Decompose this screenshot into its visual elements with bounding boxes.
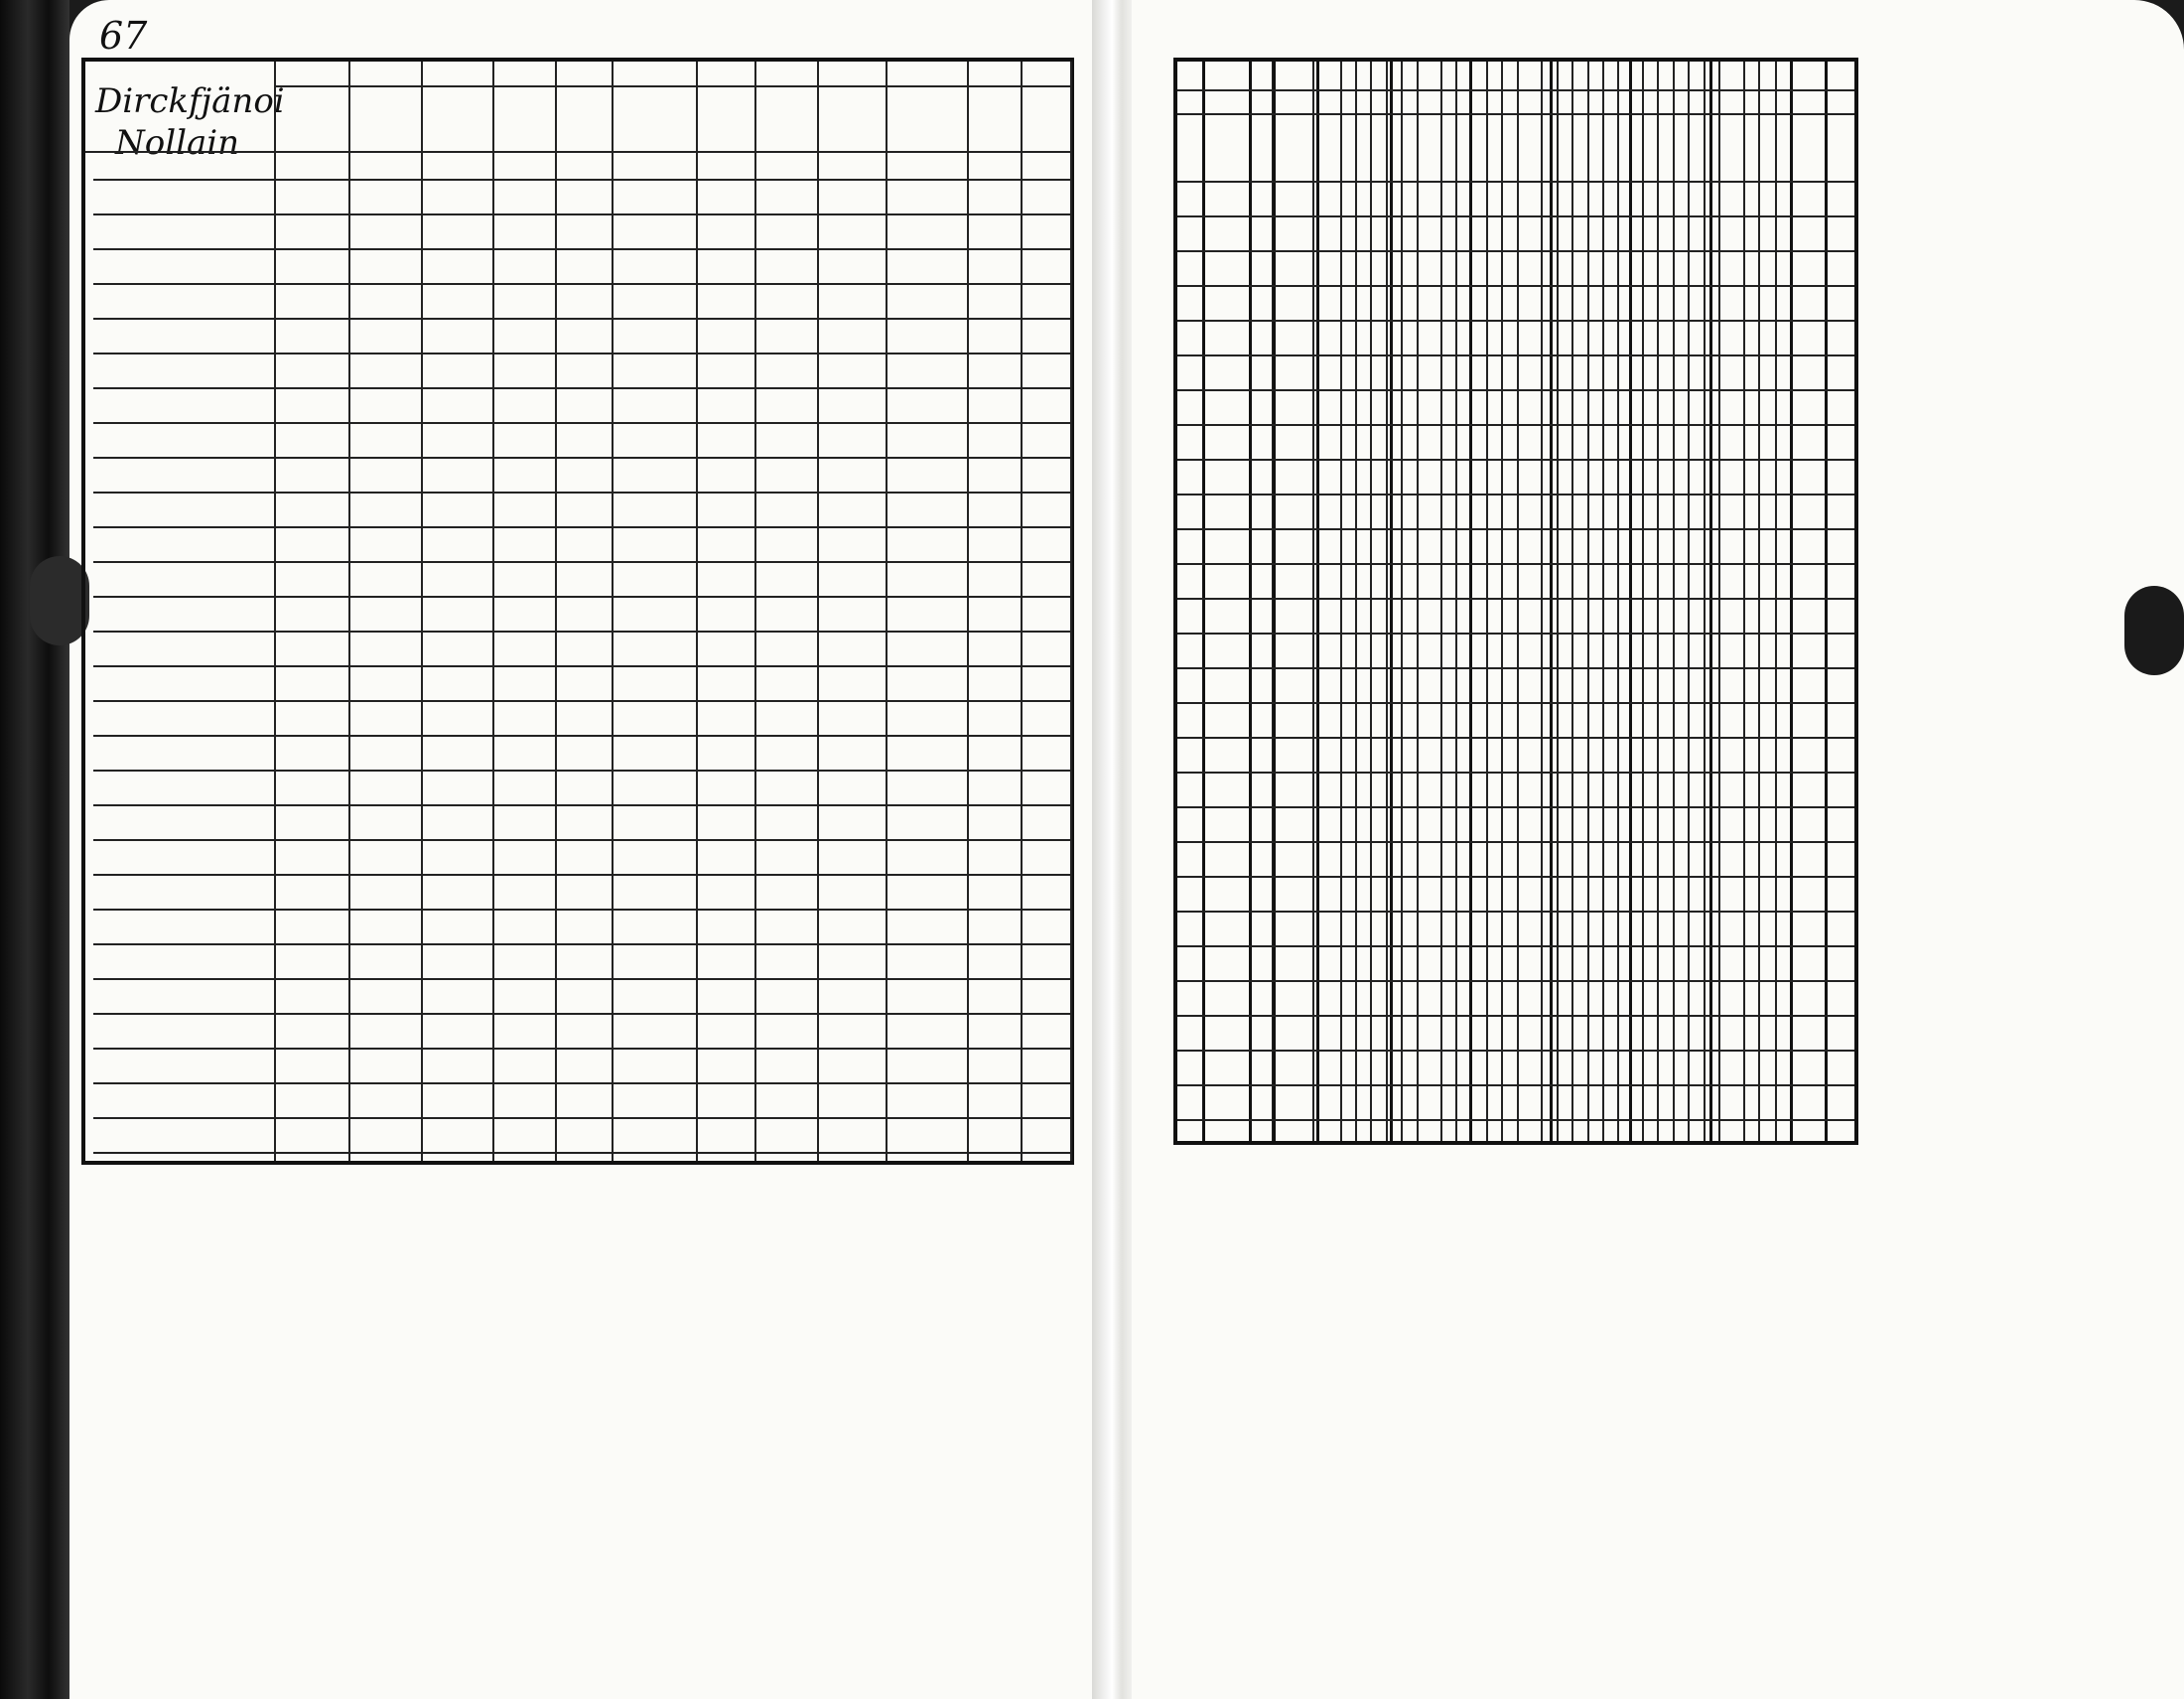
row-divider: [1177, 320, 1854, 322]
column-divider: [1455, 62, 1457, 1141]
left-page: [69, 0, 1102, 1699]
column-divider: [1021, 62, 1023, 1161]
row-divider: [93, 804, 1070, 806]
row-divider: [1177, 667, 1854, 669]
column-divider: [1743, 62, 1745, 1141]
row-divider: [93, 213, 1070, 215]
row-divider: [93, 353, 1070, 354]
column-divider: [1340, 62, 1342, 1141]
column-divider: [1758, 62, 1760, 1141]
row-divider: [1177, 598, 1854, 600]
row-divider: [93, 492, 1070, 494]
column-divider: [1617, 62, 1619, 1141]
major-divider: [1273, 62, 1276, 1141]
row-divider: [93, 1152, 1070, 1154]
row-divider: [1177, 1015, 1854, 1017]
heading-line1: Dirckfjänoi: [95, 81, 285, 121]
row-divider: [1177, 459, 1854, 461]
column-divider: [1775, 62, 1777, 1141]
column-divider: [1704, 62, 1706, 1141]
row-divider: [1177, 633, 1854, 635]
column-divider: [1401, 62, 1403, 1141]
column-divider: [1688, 62, 1690, 1141]
row-divider: [1177, 424, 1854, 426]
column-divider: [1070, 62, 1072, 1161]
binding-clip: [30, 556, 89, 645]
row-divider: [1177, 528, 1854, 530]
column-divider: [1486, 62, 1488, 1141]
column-divider: [612, 62, 614, 1161]
binding-clip: [2124, 586, 2184, 675]
column-divider: [1440, 62, 1442, 1141]
major-divider: [1249, 62, 1252, 1141]
row-divider: [1177, 563, 1854, 565]
header-bottom: [85, 151, 1070, 153]
header-bottom: [1177, 113, 1854, 115]
column-divider: [1557, 62, 1559, 1141]
column-divider: [696, 62, 698, 1161]
left-register-table: [81, 58, 1074, 1165]
column-divider: [1417, 62, 1419, 1141]
column-divider: [421, 62, 423, 1161]
row-divider: [93, 1117, 1070, 1119]
column-divider: [1657, 62, 1659, 1141]
row-divider: [1177, 389, 1854, 391]
row-divider: [93, 700, 1070, 702]
column-divider: [1587, 62, 1589, 1141]
row-divider: [93, 1048, 1070, 1050]
column-divider: [886, 62, 887, 1161]
column-divider: [1312, 62, 1314, 1141]
row-divider: [1177, 1119, 1854, 1121]
major-divider: [1202, 62, 1205, 1141]
row-divider: [1177, 354, 1854, 356]
row-divider: [93, 1013, 1070, 1015]
column-divider: [492, 62, 494, 1161]
column-divider: [817, 62, 819, 1161]
column-divider: [1501, 62, 1503, 1141]
row-divider: [1177, 876, 1854, 878]
row-divider: [93, 596, 1070, 598]
row-divider: [1177, 737, 1854, 739]
major-divider: [1825, 62, 1828, 1141]
column-divider: [555, 62, 557, 1161]
header-divider: [274, 85, 1070, 87]
right-page: [1132, 0, 2184, 1699]
book-spine: [0, 0, 69, 1699]
row-divider: [93, 1082, 1070, 1084]
row-divider: [1177, 1084, 1854, 1086]
column-divider: [1571, 62, 1573, 1141]
row-divider: [93, 943, 1070, 945]
row-divider: [93, 735, 1070, 737]
column-divider: [967, 62, 969, 1161]
page-number: 67: [99, 14, 148, 58]
row-divider: [1177, 702, 1854, 704]
major-divider: [1629, 62, 1632, 1141]
column-divider: [1355, 62, 1357, 1141]
row-divider: [93, 526, 1070, 528]
row-divider: [93, 631, 1070, 633]
major-divider: [1469, 62, 1472, 1141]
column-divider: [1517, 62, 1519, 1141]
column-divider: [1370, 62, 1372, 1141]
major-divider: [1316, 62, 1319, 1141]
row-divider: [93, 978, 1070, 980]
row-divider: [1177, 1050, 1854, 1052]
row-divider: [93, 770, 1070, 772]
row-divider: [1177, 285, 1854, 287]
row-divider: [1177, 911, 1854, 913]
row-divider: [93, 561, 1070, 563]
row-divider: [93, 422, 1070, 424]
major-divider: [1790, 62, 1793, 1141]
row-divider: [1177, 841, 1854, 843]
row-divider: [1177, 215, 1854, 217]
major-divider: [1550, 62, 1553, 1141]
row-divider: [1177, 181, 1854, 183]
right-register-table: [1173, 58, 1858, 1145]
header-divider: [1177, 89, 1854, 91]
row-divider: [93, 318, 1070, 320]
row-divider: [1177, 980, 1854, 982]
row-divider: [93, 909, 1070, 911]
row-divider: [1177, 806, 1854, 808]
column-divider: [1642, 62, 1644, 1141]
column-divider: [1386, 62, 1388, 1141]
row-divider: [93, 457, 1070, 459]
row-divider: [93, 283, 1070, 285]
row-divider: [1177, 494, 1854, 496]
heading-line2: Nollain: [115, 123, 240, 163]
column-divider: [1602, 62, 1604, 1141]
column-divider: [274, 62, 276, 1161]
column-divider: [754, 62, 756, 1161]
row-divider: [93, 179, 1070, 181]
row-divider: [1177, 945, 1854, 947]
column-divider: [1718, 62, 1720, 1141]
major-divider: [1709, 62, 1712, 1141]
row-divider: [93, 839, 1070, 841]
row-divider: [93, 874, 1070, 876]
column-divider: [1673, 62, 1675, 1141]
row-divider: [1177, 250, 1854, 252]
row-divider: [93, 387, 1070, 389]
row-divider: [93, 665, 1070, 667]
row-divider: [93, 248, 1070, 250]
row-divider: [1177, 772, 1854, 774]
column-divider: [348, 62, 350, 1161]
column-divider: [1541, 62, 1543, 1141]
major-divider: [1390, 62, 1393, 1141]
